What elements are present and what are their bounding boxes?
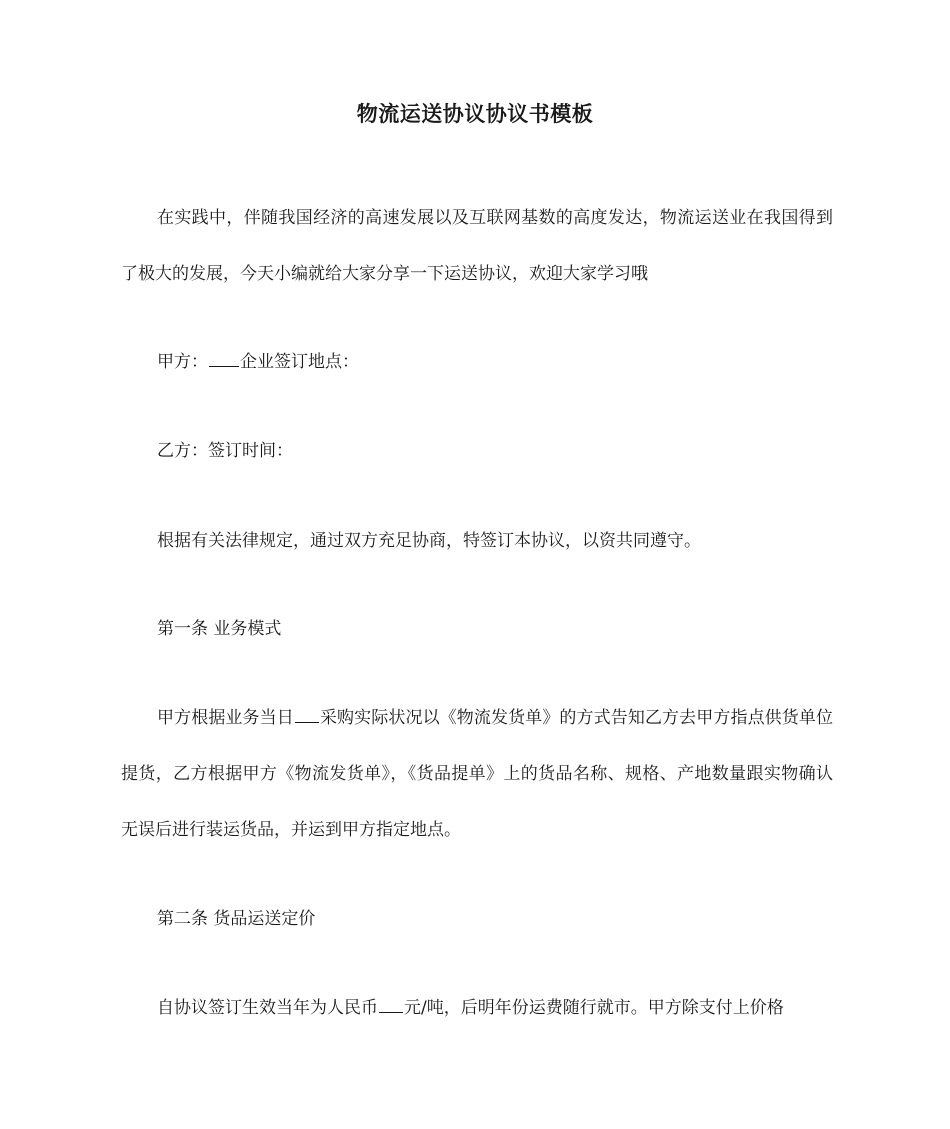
party-a-rest: 企业签订地点： <box>240 352 359 372</box>
party-b-line: 乙方：签订时间： <box>157 441 293 461</box>
party-a-label: 甲方： <box>157 352 208 372</box>
party-a-line <box>121 334 833 390</box>
article-1-body-after: 采购实际状况以《物流发货单》的方式告知乙方去甲方指点供货单位提货，乙方根据甲方《物流发货单》，《货品提单》上的货品名称、规格、产地数量跟实物确认无误后进行装运货品，并运到甲方指定地点。 <box>121 708 834 840</box>
intro-paragraph: 在实践中，伴随我国经济的高速发展以及互联网基数的高度发达，物流运送业在我国得到了极大的发展，今天小编就给大家分享一下运送协议，欢迎大家学习哦 <box>121 208 833 284</box>
article-2-body-before: 自协议签订生效当年为人民币 <box>157 998 378 1018</box>
article-1-body <box>121 690 833 858</box>
blank-line <box>379 998 403 1013</box>
document-title: 物流运送协议协议书模板 <box>356 102 594 126</box>
article-2-body-after: 元/吨，后明年份运费随行就市。甲方除支付上价格 <box>404 998 784 1018</box>
article-2-heading: 第二条 货品运送定价 <box>157 909 316 929</box>
basis-paragraph: 根据有关法律规定，通过双方充足协商，特签订本协议，以资共同遵守。 <box>157 531 701 551</box>
blank-line <box>295 708 319 723</box>
article-2-body <box>121 980 833 1036</box>
blank-line <box>209 352 239 367</box>
article-1-heading: 第一条 业务模式 <box>157 619 282 639</box>
article-1-body-before: 甲方根据业务当日 <box>157 708 294 728</box>
